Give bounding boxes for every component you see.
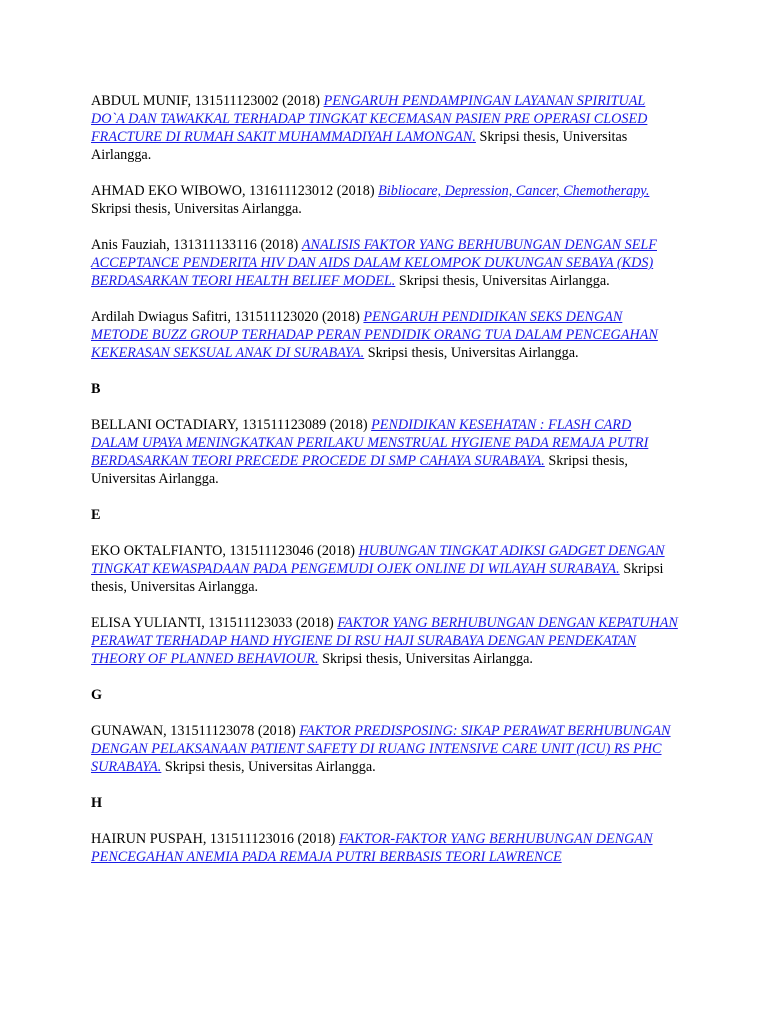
- entry-author-info: ABDUL MUNIF, 131511123002 (2018): [91, 93, 324, 109]
- entry-suffix: Skripsi thesis, Universitas Airlangga.: [364, 345, 579, 361]
- entry-title-link[interactable]: Bibliocare, Depression, Cancer, Chemotherapy.: [378, 183, 650, 199]
- entry-suffix: Skripsi thesis, Universitas Airlangga.: [91, 201, 302, 217]
- bibliography-entry: [91, 722, 681, 776]
- entry-title-link[interactable]: PENGARUH PENDAMPINGAN LAYANAN SPIRITUAL DO`A DAN TAWAKKAL TERHADAP TINGKAT KECEMASAN PASIEN PRE OPERASI CLOSED FRACTURE DI RUMAH SAKIT MUHAMMADIYAH LAMONGAN.: [91, 93, 648, 145]
- document-page: [91, 92, 681, 884]
- entry-title-link[interactable]: FAKTOR PREDISPOSING: SIKAP PERAWAT BERHUBUNGAN DENGAN PELAKSANAAN PATIENT SAFETY DI RUANG INTENSIVE CARE UNIT (ICU) RS PHC SURABAYA.: [91, 723, 671, 775]
- alphabet-section-heading: H: [91, 795, 103, 811]
- bibliography-entry: [91, 236, 681, 290]
- alphabet-section-heading: B: [91, 381, 101, 397]
- entry-title-link[interactable]: PENDIDIKAN KESEHATAN : FLASH CARD DALAM UPAYA MENINGKATKAN PERILAKU MENSTRUAL HYGIENE PADA REMAJA PUTRI BERDASARKAN TEORI PRECEDE PROCEDE DI SMP CAHAYA SURABAYA.: [91, 417, 649, 469]
- bibliography-entry: [91, 614, 681, 668]
- entry-title-link[interactable]: PENGARUH PENDIDIKAN SEKS DENGAN METODE BUZZ GROUP TERHADAP PERAN PENDIDIK ORANG TUA DALAM PENCEGAHAN KEKERASAN SEKSUAL ANAK DI SURABAYA.: [91, 309, 658, 361]
- entry-author-info: Ardilah Dwiagus Safitri, 131511123020 (2018): [91, 309, 364, 325]
- entry-suffix: Skripsi thesis, Universitas Airlangga.: [161, 759, 376, 775]
- alphabet-section-heading: E: [91, 507, 101, 523]
- entry-suffix: Skripsi thesis, Universitas Airlangga.: [318, 651, 533, 667]
- alphabet-section-heading: G: [91, 687, 103, 703]
- bibliography-entry: [91, 182, 681, 218]
- bibliography-entry: [91, 308, 681, 362]
- entry-title-link[interactable]: FAKTOR YANG BERHUBUNGAN DENGAN KEPATUHAN PERAWAT TERHADAP HAND HYGIENE DI RSU HAJI SURABAYA DENGAN PENDEKATAN THEORY OF PLANNED BEHAVIOUR.: [91, 615, 678, 667]
- entry-author-info: ELISA YULIANTI, 131511123033 (2018): [91, 615, 338, 631]
- entry-author-info: HAIRUN PUSPAH, 131511123016 (2018): [91, 831, 339, 847]
- bibliography-entry: [91, 416, 681, 488]
- bibliography-entry: [91, 830, 681, 866]
- entry-suffix: Skripsi thesis, Universitas Airlangga.: [91, 129, 628, 163]
- entry-author-info: AHMAD EKO WIBOWO, 131611123012 (2018): [91, 183, 379, 199]
- entry-suffix: Skripsi thesis, Universitas Airlangga.: [91, 453, 628, 487]
- entry-suffix: Skripsi thesis, Universitas Airlangga.: [91, 561, 664, 595]
- entry-title-link[interactable]: FAKTOR-FAKTOR YANG BERHUBUNGAN DENGAN PENCEGAHAN ANEMIA PADA REMAJA PUTRI BERBASIS TEORI LAWRENCE: [91, 831, 653, 865]
- entry-title-link[interactable]: HUBUNGAN TINGKAT ADIKSI GADGET DENGAN TINGKAT KEWASPADAAN PADA PENGEMUDI OJEK ONLINE DI WILAYAH SURABAYA.: [91, 543, 665, 577]
- entry-author-info: BELLANI OCTADIARY, 131511123089 (2018): [91, 417, 372, 433]
- entry-suffix: Skripsi thesis, Universitas Airlangga.: [395, 273, 610, 289]
- entry-author-info: EKO OKTALFIANTO, 131511123046 (2018): [91, 543, 359, 559]
- entry-title-link[interactable]: ANALISIS FAKTOR YANG BERHUBUNGAN DENGAN SELF ACCEPTANCE PENDERITA HIV DAN AIDS DALAM KELOMPOK DUKUNGAN SEBAYA (KDS) BERDASARKAN TEORI HEALTH BELIEF MODEL.: [91, 237, 657, 289]
- bibliography-entry: [91, 542, 681, 596]
- bibliography-entry: [91, 92, 681, 164]
- entry-author-info: Anis Fauziah, 131311133116 (2018): [91, 237, 302, 253]
- entry-author-info: GUNAWAN, 131511123078 (2018): [91, 723, 300, 739]
